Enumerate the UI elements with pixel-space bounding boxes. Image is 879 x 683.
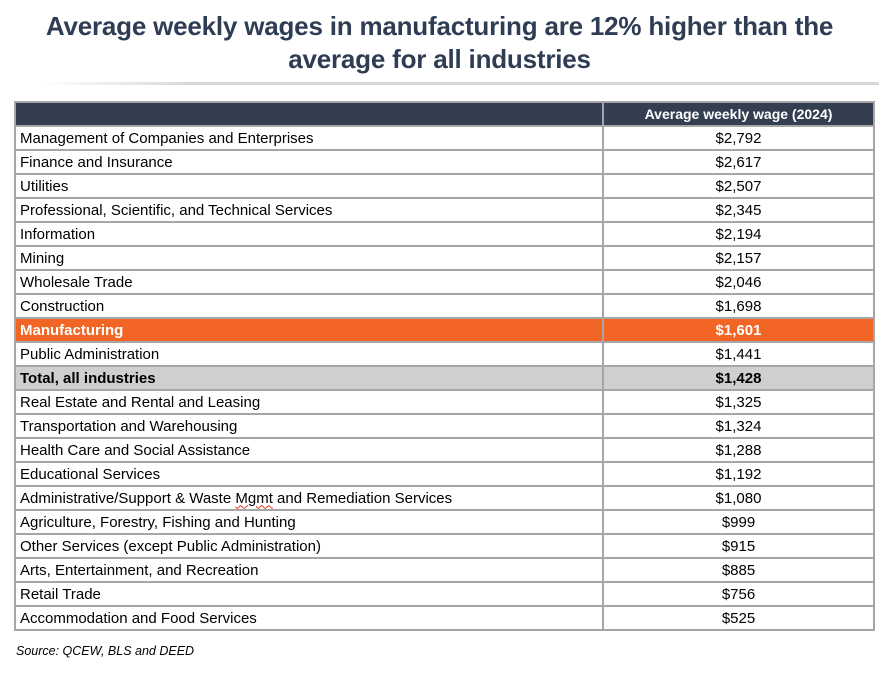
table-row <box>15 510 874 534</box>
industry-cell: Real Estate and Rental and Leasing <box>15 390 603 414</box>
industry-cell: Agriculture, Forestry, Fishing and Hunting <box>15 510 603 534</box>
industry-cell: Educational Services <box>15 462 603 486</box>
industry-cell: Health Care and Social Assistance <box>15 438 603 462</box>
wage-table <box>14 101 875 631</box>
wage-cell: $2,507 <box>603 174 874 198</box>
table-row <box>15 414 874 438</box>
wage-cell: $1,288 <box>603 438 874 462</box>
table-row <box>15 150 874 174</box>
industry-cell: Manufacturing <box>15 318 603 342</box>
table-header-row <box>15 102 874 126</box>
industry-cell: Wholesale Trade <box>15 270 603 294</box>
table-row <box>15 294 874 318</box>
industry-cell: Administrative/Support & Waste Mgmt and Remediation Services <box>15 486 603 510</box>
wage-cell: $1,428 <box>603 366 874 390</box>
table-row <box>15 246 874 270</box>
table-row <box>15 390 874 414</box>
table-row <box>15 606 874 630</box>
wage-cell: $2,792 <box>603 126 874 150</box>
industry-cell: Other Services (except Public Administration) <box>15 534 603 558</box>
industry-column-header <box>15 102 603 126</box>
industry-cell: Finance and Insurance <box>15 150 603 174</box>
industry-cell: Retail Trade <box>15 582 603 606</box>
wage-cell: $525 <box>603 606 874 630</box>
wage-cell: $1,441 <box>603 342 874 366</box>
table-row <box>15 534 874 558</box>
title-divider <box>40 82 879 85</box>
table-row <box>15 486 874 510</box>
wage-cell: $2,157 <box>603 246 874 270</box>
table-row <box>15 318 874 342</box>
table-row <box>15 198 874 222</box>
page-title: Average weekly wages in manufacturing are 12% higher than the average for all industries <box>45 11 834 74</box>
wage-column-header: Average weekly wage (2024) <box>603 102 874 126</box>
table-body <box>15 126 874 630</box>
wage-cell: $1,698 <box>603 294 874 318</box>
industry-cell: Transportation and Warehousing <box>15 414 603 438</box>
table-row <box>15 270 874 294</box>
table-row <box>15 438 874 462</box>
wage-cell: $1,324 <box>603 414 874 438</box>
industry-cell: Management of Companies and Enterprises <box>15 126 603 150</box>
industry-cell: Mining <box>15 246 603 270</box>
table-row <box>15 126 874 150</box>
table-row <box>15 174 874 198</box>
wage-cell: $1,080 <box>603 486 874 510</box>
source-note: Source: QCEW, BLS and DEED <box>16 644 195 658</box>
table-row <box>15 366 874 390</box>
industry-cell: Public Administration <box>15 342 603 366</box>
wage-cell: $1,325 <box>603 390 874 414</box>
wage-cell: $999 <box>603 510 874 534</box>
industry-cell: Information <box>15 222 603 246</box>
wage-cell: $915 <box>603 534 874 558</box>
table-row <box>15 558 874 582</box>
wage-cell: $1,192 <box>603 462 874 486</box>
wage-cell: $756 <box>603 582 874 606</box>
industry-cell: Accommodation and Food Services <box>15 606 603 630</box>
wage-cell: $2,194 <box>603 222 874 246</box>
industry-cell: Construction <box>15 294 603 318</box>
spellcheck-underlined-word: Mgmt <box>235 489 273 507</box>
wage-cell: $885 <box>603 558 874 582</box>
table-row <box>15 462 874 486</box>
table-row <box>15 342 874 366</box>
industry-cell: Total, all industries <box>15 366 603 390</box>
table-row <box>15 222 874 246</box>
industry-cell: Arts, Entertainment, and Recreation <box>15 558 603 582</box>
wage-cell: $2,345 <box>603 198 874 222</box>
wage-cell: $2,617 <box>603 150 874 174</box>
wage-cell: $1,601 <box>603 318 874 342</box>
table-row <box>15 582 874 606</box>
wage-cell: $2,046 <box>603 270 874 294</box>
industry-cell: Utilities <box>15 174 603 198</box>
industry-cell: Professional, Scientific, and Technical Services <box>15 198 603 222</box>
